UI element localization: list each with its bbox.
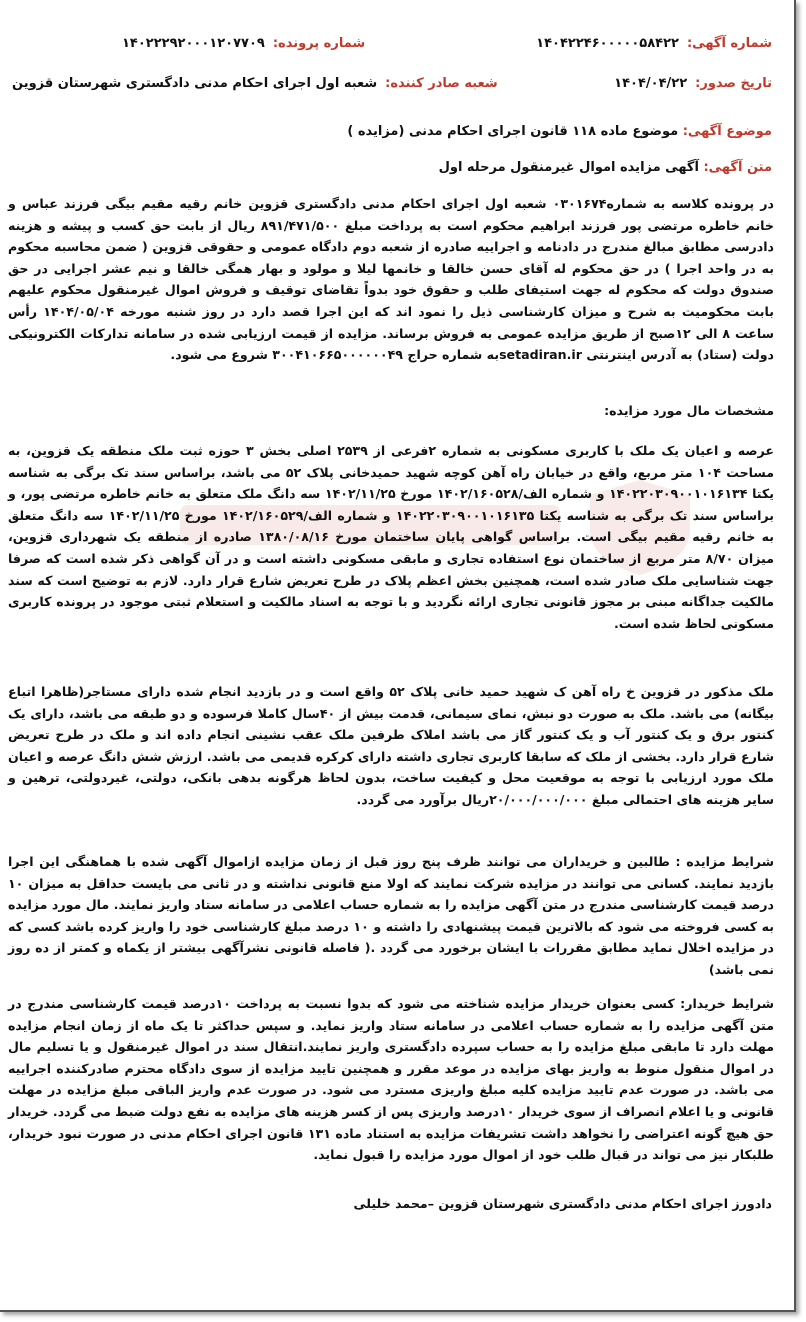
notice-subject xyxy=(12,124,772,139)
case-number-label: شماره پرونده: xyxy=(272,36,366,51)
case-number xyxy=(122,36,365,51)
issuer-label: شعبه صادر کننده: xyxy=(385,76,498,91)
auction-conditions-paragraph: شرایط مزایده : طالبین و خریداران می توانند ظرف پنج روز قبل از زمان مزایده ازاموال آگهی شده با هماهنگی این اجرا بازدید نمایند. کسانی می توانند در مزایده شرکت نمایند که اولا منع قانونی نداشته و در ثانی می بایست حداقل به میزان ۱۰ درصد قیمت کارشناسی مندرج در متن آگهی مزایده را به شماره حساب اعلامی در سامانه ستاد واریز نمایند. مال مورد مزایده به کسی فروخته می شود که بالاترین قیمت پیشنهادی را داشته و ۱۰ درصد مبلغ کارشناسی خود را واریز کرده باشد کسی که در مزایده اخلال نماید مطابق مقررات با ایشان برخورد می گردد .( فاصله قانونی نشرآگهی بیشتر از یکماه و کمتر از ده روز نمی باشد) xyxy=(8,854,774,977)
notice-text-label: متن آگهی: xyxy=(703,160,772,175)
issue-date xyxy=(614,76,772,91)
issue-date-label: تاریخ صدور: xyxy=(695,76,772,91)
property-heading: مشخصات مال مورد مزایده: xyxy=(604,403,774,418)
issuer-value: شعبه اول اجرای احکام مدنی دادگستری شهرستان قزوین xyxy=(12,76,378,91)
notice-number-label: شماره آگهی: xyxy=(686,36,772,51)
buyer-conditions-paragraph: شرایط خریدار: کسی بعنوان خریدار مزایده شناخته می شود که بدوا نسبت به پرداخت ۱۰درصد قیمت کارشناسی مندرج در متن آگهی مزایده را به شماره حساب اعلامی در سامانه ستاد واریز نماید. و سپس حداکثر تا یک ماه از زمان انجام مزایده مهلت دارد تا مابقی مبلغ مزایده را به حساب سپرده دادگستری واریز نمایند.انتقال سند در اموال غیرمنقول و یا تسلیم مال در اموال منقول منوط به واریز بهای مزایده در موعد مقرر و همچنین تایید مزایده از سوی دادگاه محترم صادرکننده اجراییه می باشد. در صورت عدم تایید مزایده کلیه مبلغ واریزی مسترد می شود. در صورت عدم واریز الباقی مبلغ مزایده در مهلت قانونی و یا اعلام انصراف از سوی خریدار ۱۰درصد واریزی پس از کسر هزینه های مزایده به نفع دولت ضبط می گردد. خریدار حق هیچ گونه اعتراضی را نخواهد داشت تشریفات مزایده به استناد ماده ۱۳۱ قانون اجرای احکام مدنی در صورت نبود خریدار، طلبکار نیز می تواند در قبال طلب خود از اموال مورد مزایده را قبول نماید. xyxy=(8,996,775,1163)
subject-value: موضوع ماده ۱۱۸ قانون اجرای احکام مدنی (مزایده ) xyxy=(347,124,679,139)
issuer xyxy=(12,76,498,91)
notice-number xyxy=(536,36,772,51)
signature: دادورز اجرای احکام مدنی دادگستری شهرستان قزوین –محمد خلیلی xyxy=(353,1196,772,1211)
issue-date-value: ۱۴۰۴/۰۴/۲۲ xyxy=(614,76,688,91)
description-paragraph: ملک مذکور در قزوین خ راه آهن ک شهید حمید خانی پلاک ۵۲ واقع است و در بازدید انجام شده دارای مستاجر(ظاهرا اتباع بیگانه) می باشد. ملک به صورت دو نبش، نمای سیمانی، قدمت بیش از ۴۰سال کاملا فرسوده و دو طبقه می باشد، دارای یک کنتور برق و یک کنتور آب و یک کنتور گاز می باشد املاک طرفین ملک عقب نشینی انجام داده اند و ملک در طرح تعریض شارع قرار دارد. بخشی از ملک که سابقا کاربری تجاری داشته دارای کرکره قدیمی می باشد. ارزش شش دانگ عرصه و اعیان ملک مورد ارزیابی با توجه به موقعیت محل و کیفیت ساخت، بدون لحاظ هرگونه بدهی بانکی، دولتی، غیردولتی، ترهین و سایر هزینه های احتمالی مبلغ ۲۰/۰۰۰/۰۰۰/۰۰۰ریال برآورد می گردد. xyxy=(8,684,774,807)
notice-text-value: آگهی مزایده اموال غیرمنقول مرحله اول xyxy=(438,160,699,175)
intro-paragraph: در پرونده کلاسه به شماره۰۳۰۱۶۷۴ شعبه اول اجرای احکام مدنی دادگستری قزوین خانم رقیه مقیم بیگی فرزند عباس و خانم خاطره مرتضی پور فرزند ابراهیم محکوم است به پرداخت مبلغ ۸۹۱/۴۷۱/۵۰۰ ریال از بابت حق کسب و پیشه و هزینه دادرسی مطابق مبالغ مندرج در دادنامه و اجراییه صادره از شعبه دوم دادگاه عمومی و حقوقی قزوین ( ضمن محاسبه محکوم به در واحد اجرا ) در حق محکوم له آقای حسن خالقا و خانمها لیلا و مولود و بهار همگی خالقا و نیم عشر اجرایی در حق صندوق دولت که محکوم له جهت استیفای طلب و حقوق خود بدواً تقاضای توقیف و فروش اموال غیرمنقول محکوم علیهم بابت محکومیت به شرح و میزان کارشناسی ذیل را نمود اند که این اجرا قصد دارد در روز شنبه مورخه ۱۴۰۴/۰۵/۰۴ رأس ساعت ۸ الی ۱۲صبح از طریق مزایده عمومی به فروش برساند. مزایده از قیمت ارزیابی شده در سامانه تدارکات الکترونیکی دولت (ستاد) به آدرس اینترنتی setadiran.irبه شماره حراج ۳۰۰۴۱۰۶۶۵۰۰۰۰۰۰۴۹ شروع می شود. xyxy=(8,196,775,363)
property-paragraph: عرصه و اعیان یک ملک با کاربری مسکونی به شماره ۲فرعی از ۲۵۳۹ اصلی بخش ۳ حوزه ثبت ملک منطقه یک قزوین، به مساحت ۱۰۴ متر مربع، واقع در خیابان راه آهن کوچه شهید حمیدخانی پلاک ۵۲ می باشد، براساس سند تک برگی به شناسه یکتا ۱۴۰۲۲۰۳۰۹۰۰۱۰۱۶۱۳۴ و شماره الف/۱۴۰۲/۱۶۰۵۲۸ مورخ ۱۴۰۲/۱۱/۲۵ سه دانگ ملک متعلق به خانم خاطره مرتضی پور، و براساس سند تک برگی به شناسه یکتا ۱۴۰۲۲۰۳۰۹۰۰۱۰۱۶۱۳۵ و شماره الف/۱۴۰۲/۱۶۰۵۲۹ مورخ ۱۴۰۲/۱۱/۲۵ سه دانگ متعلق به خانم رقیه مقیم بیگی است. براساس گواهی پایان ساختمان مورخ ۱۳۸۰/۰۸/۱۶ صادره از منطقه یک شهرداری قزوین، میزان ۸/۷۰ متر مربع از ساختمان نوع استفاده تجاری و مابقی مسکونی داشته است و در آن گواهی ذکر شده است که صرفا جهت شناسایی ملک صادر شده است، همچنین بخش اعظم پلاک در طرح تعریض شارع قرار دارد. لازم به توضیح است که سند مالکیت جداگانه مبنی بر مجوز قانونی تجاری ارائه نگردید و با توجه به اسناد مالکیت و استعلام ثبتی موجود در پرونده کاربری مسکونی لحاظ شده است. xyxy=(8,443,775,631)
header-row-1 xyxy=(12,36,772,51)
subject-label: موضوع آگهی: xyxy=(682,124,772,139)
header-row-2 xyxy=(12,76,772,91)
notice-number-value: ۱۴۰۴۲۲۴۶۰۰۰۰۰۵۸۴۲۲ xyxy=(536,36,679,51)
case-number-value: ۱۴۰۲۲۲۹۲۰۰۰۱۲۰۷۷۰۹ xyxy=(122,36,265,51)
notice-text-title xyxy=(12,160,772,175)
